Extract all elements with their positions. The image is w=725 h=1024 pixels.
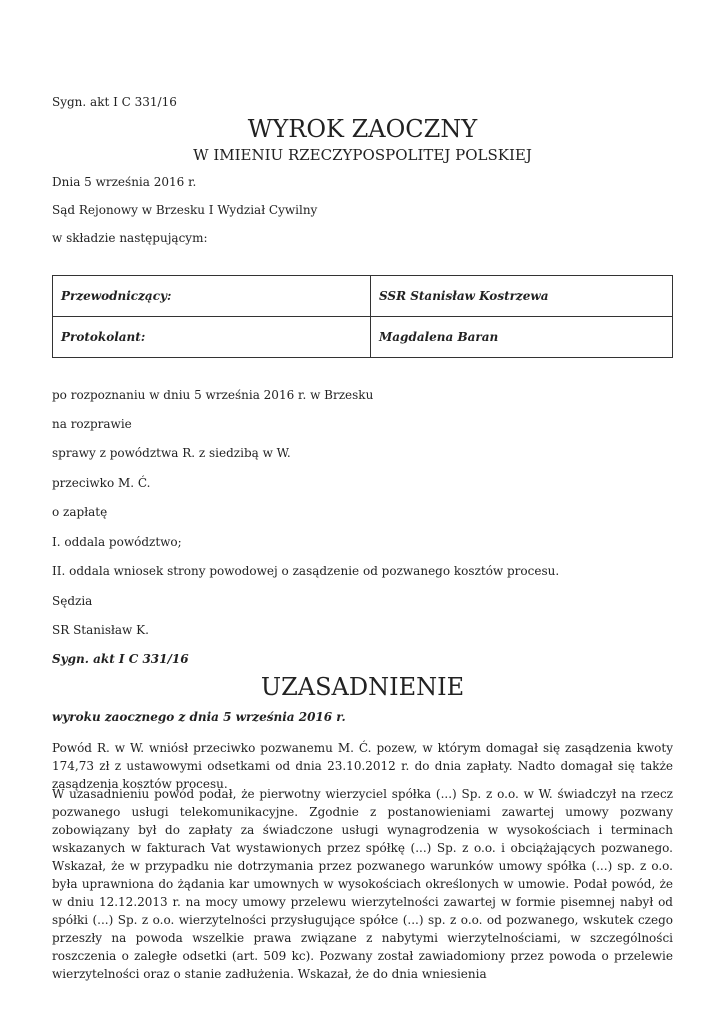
table-row bbox=[53, 317, 673, 358]
paragraph: Powód R. w W. wniósł przeciwko pozwanemu M. Ć. pozew, w którym domagał się zasądzenia kwoty 174,73 zł z ustawowymi odsetkami od dnia 23.10.2012 r. do dnia zapłaty. Nadto domagał się także zasądzenia kosztów procesu. bbox=[52, 741, 673, 791]
composition-intro: w składzie następującym: bbox=[52, 231, 208, 245]
case-number: Sygn. akt I C 331/16 bbox=[52, 95, 177, 109]
justification-subtitle: wyroku zaocznego z dnia 5 września 2016 r. bbox=[52, 710, 346, 724]
paragraph: W uzasadnieniu powód podał, że pierwotny wierzyciel spółka (...) Sp. z o.o. w W. świadczył na rzecz pozwanego usługi telekomunikacyjne. Zgodnie z postanowieniami zawartej umowy pozwany zobowiązany był do zapłaty za świadczone usługi wynagrodzenia w wysokościach i terminach wskazanych w fakturach Vat wystawionych przez spółkę (...) Sp. z o.o. i obciążających pozwanego. Wskazał, że w przypadku nie dotrzymania przez pozwanego warunków umowy spółka (...) sp. z o.o. była uprawniona do żądania kar umownych w wysokościach określonych w umowie. Podał powód, że w dniu 12.12.2013 r. na mocy umowy przelewu wierzytelności zawartej w formie pisemnej nabył od spółki (...) Sp. z o.o. wierzytelności przysługujące spółce (...) sp. z o.o. od pozwanego, wskutek czego przeszły na powoda wszelkie prawa związane z nabytymi wierzytelnościami, w szczególności roszczenia o zaległe odsetki (art. 509 kc). Pozwany został zawiadomiony przez powoda o przelewie wierzytelności oraz o stanie zadłużenia. Wskazał, że do dnia wniesienia bbox=[52, 787, 673, 981]
ruling-item: I. oddala powództwo; bbox=[52, 535, 182, 549]
judge-label: Sędzia bbox=[52, 594, 93, 608]
proceedings-line: po rozpoznaniu w dniu 5 września 2016 r. w Brzesku bbox=[52, 388, 374, 402]
name-cell: SSR Stanisław Kostrzewa bbox=[371, 276, 673, 317]
court-name: Sąd Rejonowy w Brzesku I Wydział Cywilny bbox=[52, 203, 318, 217]
name-cell: Magdalena Baran bbox=[371, 317, 673, 358]
role-cell: Protokolant: bbox=[53, 317, 371, 358]
table-row bbox=[53, 276, 673, 317]
ruling-item: II. oddala wniosek strony powodowej o zasądzenie od pozwanego kosztów procesu. bbox=[52, 564, 560, 578]
date-line: Dnia 5 września 2016 r. bbox=[52, 175, 197, 189]
document-subtitle: W IMIENIU RZECZYPOSPOLITEJ POLSKIEJ bbox=[193, 146, 532, 164]
proceedings-line: na rozprawie bbox=[52, 417, 132, 431]
proceedings-line: o zapłatę bbox=[52, 505, 108, 519]
proceedings-line: sprawy z powództwa R. z siedzibą w W. bbox=[52, 446, 291, 460]
justification-case-number: Sygn. akt I C 331/16 bbox=[52, 652, 189, 666]
justification-title: UZASADNIENIE bbox=[260, 673, 465, 701]
role-cell: Przewodniczący: bbox=[53, 276, 371, 317]
document-title: WYROK ZAOCZNY bbox=[247, 115, 478, 143]
judge-name: SR Stanisław K. bbox=[52, 623, 149, 637]
proceedings-line: przeciwko M. Ć. bbox=[52, 476, 151, 490]
composition-table bbox=[52, 275, 673, 358]
